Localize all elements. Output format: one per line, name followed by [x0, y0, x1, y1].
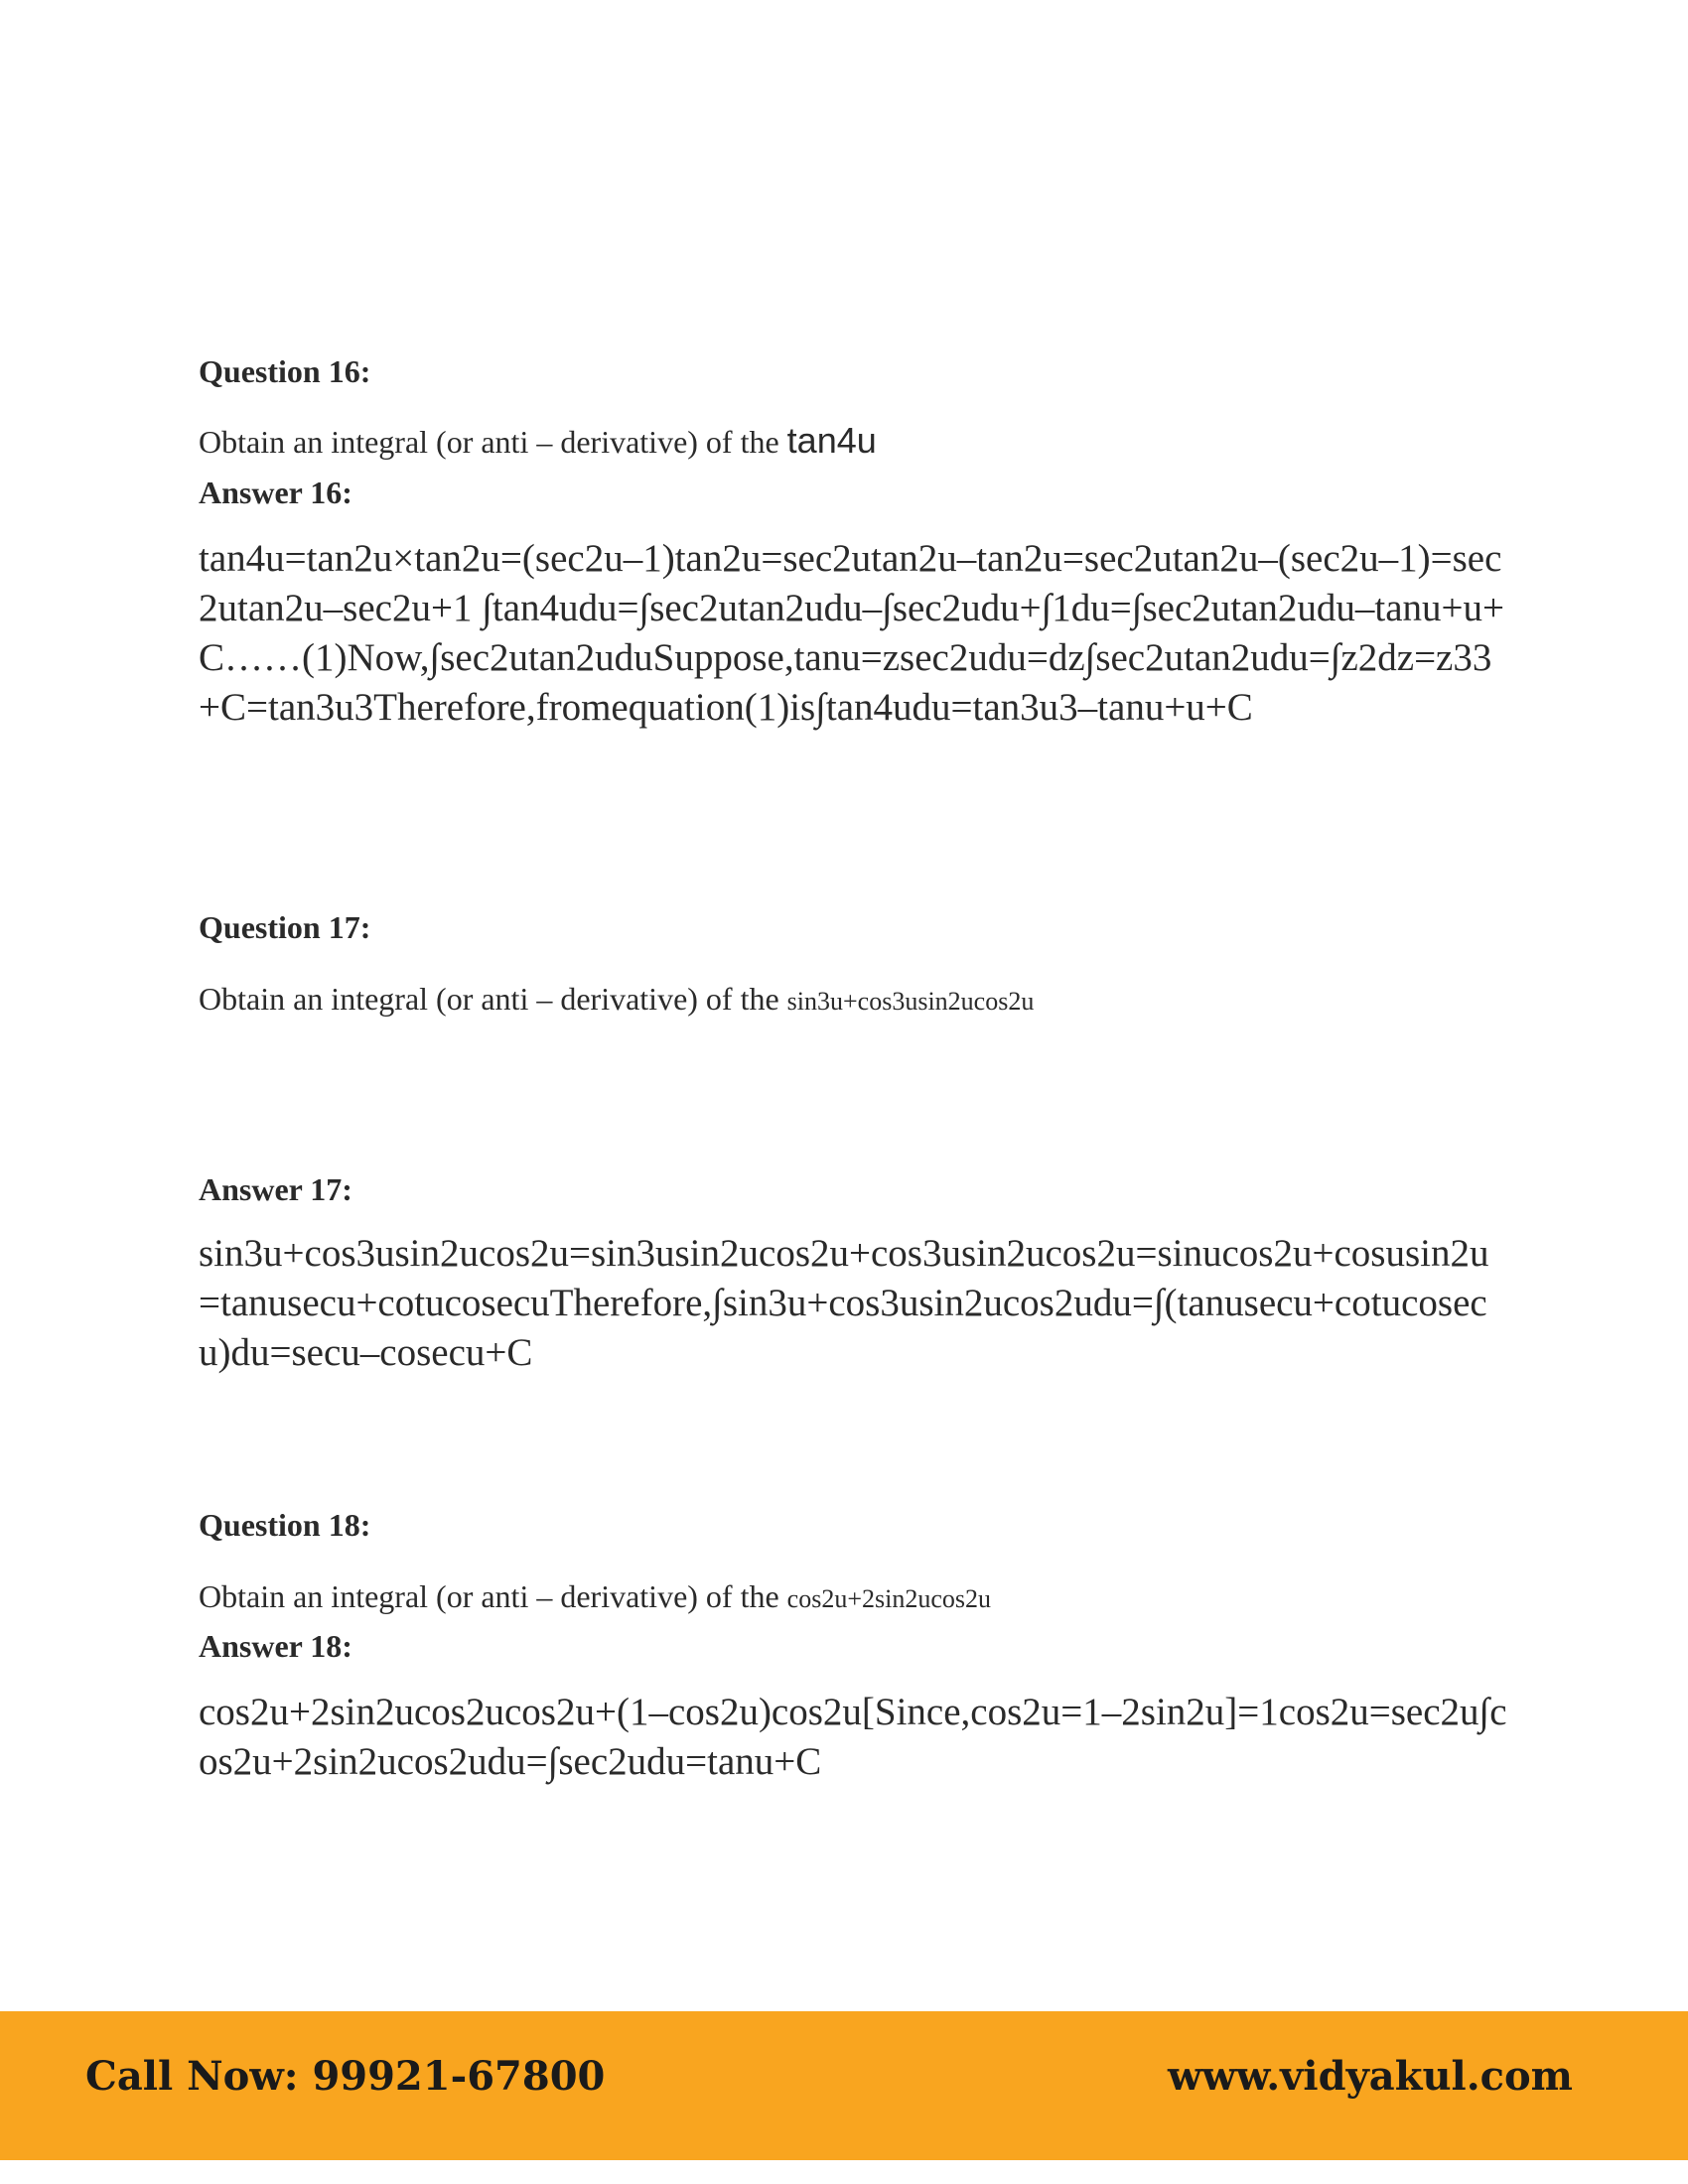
- answer-18-solution: cos2u+2sin2ucos2ucos2u+(1–cos2u)cos2u[Since,cos2u=1–2sin2u]=1cos2u=sec2u∫cos2u+2sin2ucos2udu=∫sec2udu=tanu+C: [199, 1691, 1507, 1783]
- question-16-expression: tan4u: [786, 420, 877, 461]
- question-17-prompt: [199, 983, 1034, 1015]
- answer-16-heading: Answer 16:: [199, 475, 352, 510]
- question-18-expression: cos2u+2sin2ucos2u: [786, 1584, 991, 1613]
- question-17-prompt-text: Obtain an integral (or anti – derivative) of the: [199, 981, 779, 1017]
- website-link[interactable]: www.vidyakul.com: [1167, 2053, 1573, 2100]
- question-16-heading: Question 16:: [199, 353, 371, 389]
- answer-17-heading: Answer 17:: [199, 1171, 352, 1207]
- question-16-prompt: [199, 420, 877, 461]
- question-17-heading: Question 17:: [199, 909, 371, 945]
- call-now-phone[interactable]: Call Now: 99921-67800: [85, 2053, 606, 2100]
- answer-18-heading: Answer 18:: [199, 1628, 352, 1664]
- question-18-heading: Question 18:: [199, 1507, 371, 1543]
- question-16-prompt-text: Obtain an integral (or anti – derivative) of the: [199, 424, 779, 460]
- answer-16-solution: tan4u=tan2u×tan2u=(sec2u–1)tan2u=sec2utan2u–tan2u=sec2utan2u–(sec2u–1)=sec2utan2u–sec2u+1 ∫tan4udu=∫sec2utan2udu–∫sec2udu+∫1du=∫sec2utan2udu–tanu+u+C……(1)Now,∫sec2utan2uduSuppose,tanu=zsec2udu=dz∫sec2utan2udu=∫z2dz=z33+C=tan3u3Therefore,fromequation(1)is∫tan4udu=tan3u3–tanu+u+C: [199, 537, 1505, 729]
- question-18-prompt: [199, 1580, 991, 1612]
- footer-band: [0, 2011, 1688, 2160]
- question-17-expression: sin3u+cos3usin2ucos2u: [786, 987, 1035, 1016]
- question-18-prompt-text: Obtain an integral (or anti – derivative) of the: [199, 1578, 779, 1614]
- answer-17-solution: sin3u+cos3usin2ucos2u=sin3usin2ucos2u+cos3usin2ucos2u=sinucos2u+cosusin2u =tanusecu+cotucosecuTherefore,∫sin3u+cos3usin2ucos2udu=∫(tanusecu+cotucosecu)du=secu–cosecu+C: [199, 1232, 1489, 1374]
